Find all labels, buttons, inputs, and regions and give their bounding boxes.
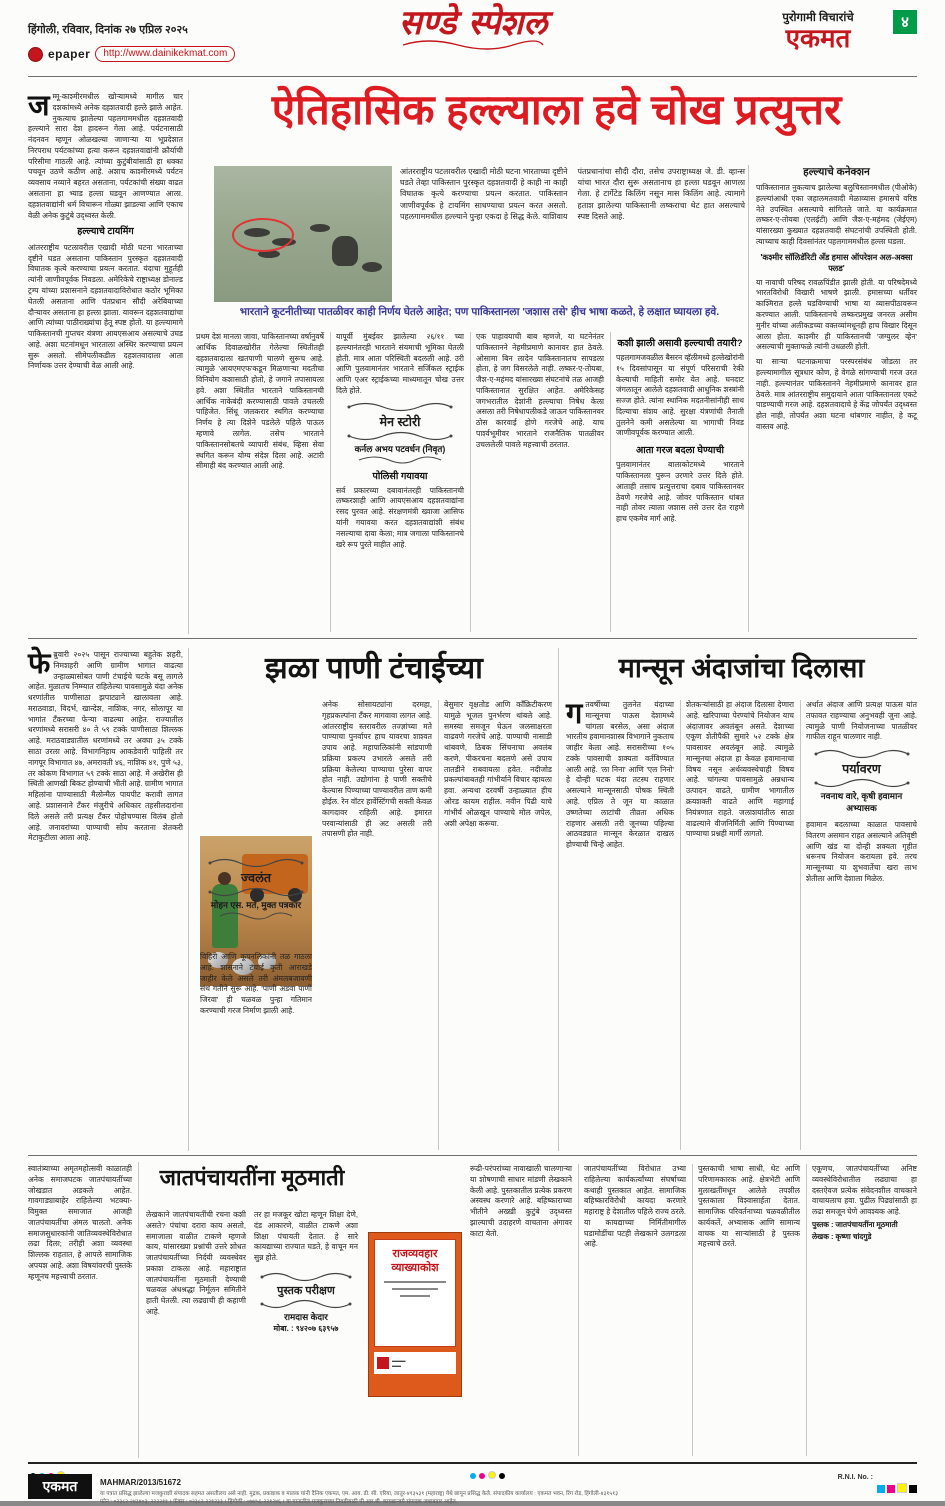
sidebar-para1: पाकिस्तानात नुकत्याच झालेल्या बलुचिस्तानमधील (पीओके) हल्ल्यांआधी एका जहालमतवादी मेळाव्यास हमासचे वरिष्ठ नेते उपस्थित असल्याचे सांगितले जाते. या कार्यक्रमात लष्कर-ए-तोयबा (एलईटी) आणि जैश-ए-महंमद (जेईएम) यांसारख्या कुख्यात दहशतवादी संघटनांची उपस्थिती होती. त्याच्याच काही दिवसांनंतर पहलगाममधील हल्ला घडला.: [756, 183, 917, 246]
column-rule: [188, 648, 189, 1151]
column-rule: [578, 1164, 579, 1456]
book-r4: [812, 1164, 917, 1456]
book-r4-text: एकूणच, जातपंचायतींच्या अनिष्ट व्यवस्थेविरोधातील लढ्याचा हा दस्तऐवज प्रत्येक संवेदनशील वाचकाने वाचायलाच हवा. पुढील पिढ्यांसाठी हा लढा समजून घेणे आवश्यक आहे.: [812, 1164, 917, 1217]
sidebar-para3: या साऱ्या घटनाक्रमाचा परस्परसंबंध जोडला तर हल्ल्यामागील सूत्रधार कोण, हे वेगळे सांगण्याची गरज उरत नाही. हल्ल्यानंतर पाकिस्तानने नेहमीप्रमाणे कानावर हात ठेवले. मात्र आंतरराष्ट्रीय समुदायाने आता पाकिस्तानला एकटे पाडण्याची गरज आहे. दहशतवादाचे हे केंद्र जोपर्यंत उद्ध्वस्त होत नाही, तोपर्यंत अशा घटना थांबणार नाहीत, हे कटू वास्तव आहे.: [756, 357, 917, 431]
lead-headline: ऐतिहासिक हल्ल्याला हवे चोख प्रत्युत्तर: [271, 86, 842, 133]
book-col1: लेखकाने जातपंचायतींची रचना कशी असते? पंचांचा दरारा काय असतो, समाजाला वाळीत टाकणे म्हणजे काय, यांसारख्या प्रश्नांची उत्तरे शोधत जातपंचायतींच्या निर्दयी व्यवस्थेवर प्रकाश टाकला आहे. महाराष्ट्रात जातपंचायतींना मूठमाती देण्याची चळवळ अंधश्रद्धा निर्मूलन समितीने हाती घेतली. त्या लढ्याची ही कहाणी आहे.: [146, 1210, 246, 1317]
book-reviewer-phone: मोबा. : ९४२०७ ६३९५७: [273, 1323, 339, 1333]
epaper-row: [28, 46, 235, 62]
police-subhead: पोलिसी गयावया: [372, 470, 428, 482]
connection-sidebar: [756, 165, 917, 632]
cmyk-bars: [875, 1480, 917, 1498]
column-rule: [188, 90, 189, 634]
masthead-rule: [28, 76, 917, 77]
sidebar-title: हल्ल्याचे कनेक्शन: [803, 166, 870, 178]
imprint-block: [100, 1472, 800, 1506]
water-kicker: ज्वलंत: [241, 871, 271, 885]
lead-colD: [616, 332, 744, 632]
book-left-column: स्वातंत्र्याच्या अमृतमहोत्सवी काळातही अनेक समाजघटक जातपंचायतींच्या जोखडात अडकले आहेत. गावगाड्याबाहेर राहिलेल्या भटक्या-विमुक्त समाजात आजही जातपंचायतींचा अंमल चालतो. अनेक समाजसुधारकांनी जातिव्यवस्थेविरोधात लढा दिला; तरीही अशा व्यवस्था शिल्लक राहतात, हे आपले सामाजिक अपयश आहे. अशा विषयांवरची पुस्तके म्हणूनच महत्त्वाची ठरतात.: [28, 1164, 132, 1281]
water-byline: मोहन एस. मते, मुक्त पत्रकार: [210, 900, 302, 910]
monsoon-col1-text: तवर्षीच्या तुलनेत यंदाच्या मान्सूनचा पाऊस देशामध्ये चांगला बरसेल, असा अंदाज भारतीय हवामानशास्त्र विभागाने नुकताच जाहीर केला आहे. सरासरीच्या १०५ टक्के पावसाची शक्यता वर्तविण्यात आली आहे. 'ला निना' आणि 'एल निनो' हे दोन्ही घटक यंदा तटस्थ राहणार असल्याने मान्सूनसाठी पोषक स्थिती आहे. एप्रिल ते जून या काळात उष्णतेच्या लाटांची तीव्रता अधिक राहणार असली तरी जूनच्या पहिल्या आठवड्यात मान्सून केरळात दाखल होण्याची चिन्हे आहेत.: [566, 700, 674, 850]
monsoon-col2: शेतकऱ्यांसाठी हा अंदाज दिलासा देणारा आहे. खरिपाच्या पेरण्यांचे नियोजन याच अंदाजावर अवलंबून असते. देशाच्या एकूण शेतीपैकी सुमारे ५२ टक्के क्षेत्र पावसावर अवलंबून आहे. त्यामुळे मान्सूनचा अंदाज हा केवळ हवामानाचा विषय नसून अर्थव्यवस्थेचाही विषय आहे. चांगल्या पावसामुळे अन्नधान्य उत्पादन वाढते, ग्रामीण भागातील क्रयशक्ती वाढते आणि महागाई नियंत्रणात राहते. जलाशयांतील साठा वाढल्याने वीजनिर्मिती आणि पिण्याच्या पाण्याचा प्रश्नही मार्गी लागतो.: [686, 700, 794, 839]
book-cover-title-2: व्याख्याकोश: [391, 1261, 439, 1274]
flourish-icon: [206, 887, 306, 897]
water-left-text: ब्रुवारी २०२५ पासून राज्याच्या बहुतेक शहरी, निमशहरी आणि ग्रामीण भागात वाढत्या उन्हाळ्यासोबत पाणी टंचाईचे चटके बसू लागले आहेत. मुळातच निम्म्यात राहिलेल्या पावसामुळे यंदा अनेक धरणांतील पाणीसाठा झपाट्याने खालावला आहे. मराठवाडा, विदर्भ, खान्देश, नाशिक, नगर, सोलापूर या भागांत टँकरच्या फेऱ्या वाढल्या आहेत. राज्यातील धरणांमध्ये सरासरी ४० ते ५९ टक्के पाणीसाठा शिल्लक आहे. मराठवाड्यातील धरणांमध्ये तर अवघा ३५ टक्के साठा उरला आहे. विभागनिहाय आकडेवारी पाहिली तर नागपूर विभागात ४७, अमरावती ४६, नाशिक ४१, पुणे ५३, तर कोकण विभागात ५९ टक्के साठा आहे. मे अखेरीस ही स्थिती आणखी बिकट होण्याची भीती आहे. ग्रामीण भागात महिलांना पाण्यासाठी मैलोन्मैल पायपीट करावी लागत आहे. प्रशासनाने टँकर मंजुरीचे अधिकार तहसीलदारांना दिले असले तरी प्रत्यक्ष टँकर पोहोचण्यास विलंब होतो आहे. जनावरांच्या पाण्याची सोय करताना शेतकरी मेटाकुटीला आला आहे.: [28, 650, 183, 843]
lead-kicker: मेन स्टोरी: [379, 414, 421, 429]
lead-colD-top: पहलगामजवळील बैसरन व्हॅलीमध्ये हल्लेखोरांनी १५ दिवसांपासून या संपूर्ण परिसराची रेकी केल्याची माहिती समोर येत आहे. घनदाट जंगलातून आलेले दहशतवादी आधुनिक शस्त्रांनी सज्ज होते. त्यांना स्थानिक मदतनीसांनीही साथ दिल्याचा संशय आहे. सुरक्षा यंत्रणांची तैनाती तुलनेने कमी असलेल्या या भागाची निवड जाणीवपूर्वक करण्यात आली.: [616, 353, 744, 438]
book-cover: [368, 1232, 462, 1397]
brand-tagline: पुरोगामी विचारांचे: [782, 12, 854, 24]
page-number-box: ४: [893, 10, 917, 34]
attack-scene-photo: [214, 166, 392, 302]
footer-rule: [28, 1462, 917, 1464]
book-col2-text: तर हा मजकूर खोटा म्हणून शिक्षा देणे, दंड आकारणे, वाळीत टाकणे अशा शिक्षा पंचायती देतात. हे सारे कायद्याच्या राज्यात घडते, हे वाचून मन सुन्न होते.: [254, 1210, 358, 1263]
section-divider: [28, 638, 917, 639]
monsoon-headline: मान्सून अंदाजांचा दिलासा: [618, 653, 865, 683]
lead-left-para1: म्मू-काश्मीरमधील खोऱ्यामध्ये मागील चार दशकांमध्ये अनेक दहशतवादी हल्ले झाले आहेत. नुकत्याच झालेल्या पहलगाममधील दहशतवादी हल्ल्याने सारा देश हादरून गेला आहे. पर्यटनासाठी नंदनवन म्हणून ओळखल्या जाणाऱ्या या भूप्रदेशात निरपराध पर्यटकांच्या हत्या करून दहशतवाद्यांनी क्रौर्याची परिसीमा गाठली आहे. त्यांच्या कुटुंबीयांसाठी हा धक्का पचवून उठणे कठीण आहे. अशाच काश्मीरमध्ये पर्यटन व्यवसाय नव्याने बहरत असताना, पर्यटकांची संख्या वाढत असताना हा भ्याड हल्ला घडवून आणण्यात आला. दहशतवाद्यांनी धर्म विचारून गोळ्या झाडल्या आणि एकाच वेळी अनेक कुटुंबे उद्ध्वस्त केली.: [28, 92, 183, 220]
book-headline: जातपंचायतींना मूठमाती: [159, 1165, 345, 1190]
monsoon-byline: नवनाथ वारे, कृषी हवामान अभ्यासक: [820, 791, 903, 814]
footer-brand-box: एकमत: [28, 1474, 92, 1499]
publisher-logo-icon: [377, 1357, 389, 1369]
water-dropcap: फे: [28, 648, 51, 680]
column-rule: [438, 700, 439, 1150]
revenge-subhead: आता गरज बदला घेण्याची: [636, 445, 724, 457]
lead-colB-bottom: सर्व प्रकारच्या दबावानंतरही पाकिस्तानची लष्करशाही आणि आयएसआय दहशतवाद्यांना रसद पुरवत आहे. संरक्षणमंत्री ख्वाजा आसिफ यांनी गयावया करत दहशतवाद्यांशी संबंध नसल्याचा दावा केला; मात्र जगाला पाकिस्तानचे खरे रूप पुरते माहीत आहे.: [336, 485, 464, 549]
lead-byline: कर्नल अभय पटवर्धन (निवृत): [354, 443, 446, 454]
lead-left-para2: आंतरराष्ट्रीय पटलावरील एखादी मोठी घटना भारताच्या दृष्टीने घडत असताना पाकिस्तान पुरस्कृत दहशतवादी विघातक कृत्ये करण्याचा प्रयत्न करतात. यंदाचा मुहूर्तही त्यांनी जाणीवपूर्वक निवडला. अमेरिकेचे राष्ट्राध्यक्ष डोनाल्ड ट्रम्प यांच्या प्रशासनाने दहशतवादाविरोधात कठोर भूमिका घेतली असताना आणि पंतप्रधान सौदी अरेबियाच्या दौऱ्यावर असताना हा हल्ला झाला. यावरून दहशतवाद्यांचा आणि त्यांच्या पाठीराख्यांचा हेतू स्पष्ट होतो. या हल्ल्यामागे पाकिस्तानची गुप्तचर यंत्रणा आयएसआय असल्याचे उघड आहे. अशा घटनांमधून भारताला अस्थिर करण्याचा प्रयत्न सुरू असतो. सीमेपलीकडील दहशतवादाला आता निर्णायक उत्तर देण्याची वेळ आली आहे.: [28, 242, 183, 371]
book-byline: रामदास केदार: [284, 1311, 328, 1322]
imprint-line2: फोन : ०२३८२-२४३४०३, २२२२११ । फॅक्स : ०२३८२-२२१२३३ । हिंगोली : ०७४५६-२२१२४६ । या पानातील मजकुराच्या निवडीसाठी पी.आर.बी. कायद्यान्वये संपादक जबाबदार आहेत.: [100, 1499, 458, 1506]
ekmat-logo-icon: [28, 47, 43, 62]
column-rule: [610, 332, 611, 632]
publisher-lines: ▬▬▬ ▬▬: [392, 1357, 406, 1368]
pustak-parikshan-ornament: [254, 1272, 358, 1334]
column-rule: [680, 700, 681, 1150]
lead-colD-bottom: पुलवामानंतर बालाकोटमध्ये भारताने पाकिस्तानला पुरून उरणारे उत्तर दिले होते. आताही तसाच प्रत्युत्तराचा दबाव पाकिस्तानवर ठेवणे गरजेचे आहे. जोवर पाकिस्तान थांबत नाही तोवर त्याला जशास तसे उत्तर देत राहणे हाच एकमेव मार्ग आहे.: [616, 460, 744, 524]
monsoon-dropcap: ग: [566, 698, 583, 730]
main-story-ornament: [336, 402, 464, 464]
book-r2: जातपंचायतींच्या विरोधात उभ्या राहिलेल्या कार्यकर्त्यांच्या संघर्षाच्या कथाही पुस्तकात आहेत. सामाजिक बहिष्कारविरोधी कायदा करणारे महाराष्ट्र हे देशातील पहिले राज्य ठरले. या कायद्याच्या निर्मितीमागील घडामोडींचा पटही लेखकाने उलगडला आहे.: [584, 1164, 686, 1249]
monsoon-col3-bottom: हवामान बदलाच्या काळात पावसाचे वितरण असमान राहत असल्याने अतिवृष्टी आणि खंड या दोन्ही शक्यता गृहीत धरूनच नियोजन करायला हवे. तरच मान्सूनच्या या शुभवार्तेचा खरा लाभ शेतीला आणि देशाला मिळेल.: [806, 820, 917, 884]
timing-subhead: हल्ल्याचे टायमिंग: [77, 226, 134, 238]
flourish-icon: [206, 858, 306, 868]
book-r1: रूढी-परंपरांच्या नावाखाली चालणाऱ्या या शोषणाची साधार मांडणी लेखकाने केली आहे. पुस्तकातील प्रत्येक प्रकरण अस्वस्थ करणारे आहे. बहिष्काराच्या भीतीने अख्खी कुटुंबे उद्ध्वस्त झाल्याची उदाहरणे वाचताना अंगावर काटा येतो.: [470, 1164, 572, 1238]
book-r3: पुस्तकाची भाषा साधी, थेट आणि परिणामकारक आहे. क्षेत्रभेटी आणि मुलाखतींमधून आलेले तपशील पुस्तकाला विश्वासार्हता देतात. सामाजिक परिवर्तनाच्या चळवळीतील कार्यकर्ते, अभ्यासक आणि सामान्य वाचक या साऱ्यांसाठी हे पुस्तक महत्त्वाचे ठरते.: [698, 1164, 800, 1249]
paryavaran-ornament: [806, 749, 917, 814]
book-cover-title-1: राजव्यवहार: [392, 1248, 438, 1260]
column-rule: [470, 332, 471, 632]
flourish-icon: [355, 456, 445, 464]
sidebar-para2: या नावाची परिषद रावळपिंडीत झाली होती. या परिषदेमध्ये भारतविरोधी विखारी भाषणे झाली. हमासच्या धर्तीवर काश्मिरात हल्ले घडविण्याची भाषा या व्यासपीठावरून करण्यात आली. पाकिस्तानचे लष्करप्रमुख जनरल असीम मुनीर यांच्या अलीकडच्या वक्तव्यांमधूनही हाच विखार दिसून आला होता. काश्मीर ही पाकिस्तानची 'जग्युलर व्हेन' असल्याची मुक्ताफळे त्यांनी उधळली होती.: [756, 277, 917, 352]
column-rule: [330, 332, 331, 632]
lead-intro: आंतरराष्ट्रीय पटलावरील एखादी मोठी घटना भारताच्या दृष्टीने घडते तेव्हा पाकिस्तान पुरस्कृत दहशतवादी हे काही ना काही विघातक कृत्ये करण्याचा प्रयत्न करतात. पाकिस्तान जाणीवपूर्वक हे टायमिंग साधण्याचा प्रयत्न करत असतो. पहलगाममधील हल्ल्याने पुन्हा एकदा हे सिद्ध केले. याशिवाय पंतप्रधानांचा सौदी दौरा, तसेच उपराष्ट्राध्यक्ष जे. डी. व्हान्स यांचा भारत दौरा सुरू असतानाच हा हल्ला घडवून आणला गेला. हे टार्गेटेड किलिंग नसून मास किलिंग आहे. त्यामागे हताश झालेल्या पाकिस्तानी लष्कराचा थेट हात असल्याचे स्पष्ट दिसते आहे.: [400, 167, 745, 221]
sidebar-subhead: 'कश्मीर सॉलिडॅरिटी अँड हमास ऑपरेशन अल-अक्सा फ्लड': [760, 252, 913, 273]
column-rule: [800, 700, 801, 1150]
brand-name: एकमत: [785, 23, 851, 53]
monsoon-col1: [566, 700, 674, 1150]
lead-dropcap: ज: [28, 90, 50, 122]
book-info-author: लेखक : कृष्णा चांदगुडे: [812, 1231, 872, 1241]
flourish-icon: [812, 778, 912, 788]
flourish-icon: [345, 431, 455, 441]
epaper-label: epaper: [48, 47, 91, 61]
book-cover-publisher-strip: [374, 1352, 456, 1374]
book-col2: [254, 1210, 358, 1458]
prep-subhead: कशी झाली असावी हल्ल्याची तयारी?: [617, 338, 743, 349]
imprint-line1: या पत्रात प्रसिद्ध झालेल्या मजकुराशी संपादक सहमत असतीलच असे नाही. मुद्रक, प्रकाशक व मालक यांनी दैनिक एकमत, एम. आय. डी. सी. एरिया, लातूर-४१३५३१ (महाराष्ट्र) येथे छापून प्रसिद्ध केले. संपादकीय कार्यालय : एकमत भवन, रिंग रोड, हिंगोली-४३१५१३: [100, 1491, 619, 1497]
flourish-icon: [216, 912, 296, 920]
masthead-brand: [753, 10, 883, 51]
monsoon-col3: [806, 700, 917, 1150]
registration-number: MAHMAR/2013/51672: [100, 1478, 181, 1487]
sunday-special-label: सण्डे स्पेशल: [398, 3, 548, 43]
book-info-title: पुस्तक : जातपंचायतींना मूठमाती: [812, 1219, 898, 1229]
monsoon-col3-top: अर्थात अंदाज आणि प्रत्यक्ष पाऊस यांत तफावत राहण्याचा अनुभवही जुना आहे. त्यामुळे पाणी नियोजनाच्या पातळीवर गाफील राहून चालणार नाही.: [806, 700, 917, 742]
water-col2: अनेक सोसायट्यांना दरमहा, गृहप्रकल्पांना टँकर मागवावा लागत आहे. आंतरराष्ट्रीय स्तरावरील तज्ज्ञांच्या मते पाण्याचा पुनर्वापर हाच यावरचा शाश्वत उपाय आहे. महापालिकांनी सांडपाणी प्रक्रिया प्रकल्प उभारले असले तरी प्रक्रिया केलेल्या पाण्याचा पुरेसा वापर होत नाही. उद्योगांना हे पाणी सक्तीचे केल्यास पिण्याच्या पाण्यावरील ताण कमी होईल. रेन वॉटर हार्वेस्टिंगची सक्ती केवळ कागदावर राहिली आहे. इमारत परवान्यांसाठी ही अट असली तरी तपासणी होत नाही.: [322, 700, 432, 839]
epaper-url-link[interactable]: http://www.dainikekmat.com: [95, 46, 235, 62]
lead-left-column: [28, 92, 183, 634]
flourish-icon: [812, 749, 912, 759]
column-rule: [138, 1162, 139, 1458]
lead-colA: प्रथम देश मानला जावा, पाकिस्तानच्या वर्षानुवर्षे आर्थिक दिवाळखोरीत गेलेल्या स्थितीतही दहशतवादाला खतपाणी घालणे सुरूच आहे. त्यामुळे 'आयएमएफ'कडून मिळणाऱ्या मदतीचा विनियोग कशासाठी होतो, हे जगाने तपासायला हवे. अशा स्थितीत भारताने पाकिस्तानची आर्थिक नाकेबंदी करण्यासाठी पावले उचलली पाहिजेत. सिंधू जलकरार स्थगित करण्याचा निर्णय हे त्या दिशेने पडलेले पहिले पाऊल म्हणावे लागेल. तसेच भारताने पाकिस्तानसोबतचे व्यापारी संबंध, व्हिसा सेवा स्थगित करून योग्य संदेश दिला आहे. अटारी सीमाही बंद करण्यात आली आहे.: [196, 332, 324, 471]
lead-colB: [336, 332, 464, 632]
photo-highlight-circle: [232, 218, 294, 252]
lead-standfirst: भारताने कूटनीतीच्या पातळीवर काही निर्णय घेतले आहेत; पण पाकिस्तानला 'जशास तसे' हीच भाषा कळते, हे लक्षात घ्यायला हवे.: [239, 306, 720, 318]
lead-colB-top: यापूर्वी मुंबईवर झालेल्या २६/११ च्या हल्ल्यानंतरही भारताने संयमाची भूमिका घेतली होती. मात्र आता परिस्थिती बदलली आहे. उरी आणि पुलवामानंतर भारताने सर्जिकल स्ट्राईक आणि एअर स्ट्राईकच्या माध्यमातून चोख उत्तर दिले होते.: [336, 332, 464, 395]
column-rule: [558, 648, 559, 1151]
sidebar-rule: [748, 165, 749, 632]
date-line: हिंगोली, रविवार, दिनांक २७ एप्रिल २०२५: [28, 24, 188, 36]
flourish-icon: [345, 402, 455, 412]
rni-label: R.N.I. No. :: [837, 1474, 873, 1481]
water-col1: विहिरी आणि कूपनलिकांनी तळ गाठला आहे. शासनाने टंचाई कृती आराखडे जाहीर केले असले तरी अंमलबजावणी संथ गतीने सुरू आहे. 'पाणी अडवा पाणी जिरवा' ही चळवळ पुन्हा गतिमान करण्याची गरज निर्माण झाली आहे.: [200, 952, 312, 1015]
column-rule: [806, 1164, 807, 1456]
water-left-column: [28, 650, 183, 1150]
water-col3: बेसुमार वृक्षतोड आणि काँक्रिटीकरण यामुळे भूजल पुनर्भरण थांबले आहे. समस्या समजून घेऊन जलसाक्षरता वाढवणे गरजेचे आहे. पाण्याची नासाडी थांबवणे, ठिबक सिंचनाचा अवलंब करणे, पीकरचना बदलणे असे उपाय तातडीने राबवायला हवेत. नदीजोड प्रकल्पांबाबतही गांभीर्याने विचार व्हायला हवा. अन्यथा दरवर्षी उन्हाळ्यात हीच ओरड कायम राहील. नवीन पिढी याचे गांभीर्य ओळखून पाण्याचे मोल जपेल, अशी अपेक्षा करूया.: [444, 700, 552, 828]
book-kicker: पुस्तक परीक्षण: [277, 1284, 335, 1297]
monsoon-kicker: पर्यावरण: [842, 762, 881, 777]
jwalant-ornament: [200, 858, 312, 920]
section-divider: [28, 1155, 917, 1156]
flourish-icon: [258, 1299, 354, 1309]
column-rule: [692, 1164, 693, 1456]
water-headline: झळा पाणी टंचाईच्या: [265, 652, 483, 685]
sunday-special-banner: [318, 3, 628, 50]
lead-colC: एक पाहावयाची बाब म्हणजे, या घटनेनंतर पाकिस्तानने नेहमीप्रमाणे कानावर हात ठेवले. ओसामा बिन लादेन पाकिस्तानातच सापडला होता, हे जग विसरलेले नाही. लष्कर-ए-तोयबा, जैश-ए-महंमद यांसारख्या संघटनांचे तळ आजही पाकिस्तानात सुरक्षित आहेत. अमेरिकेसह जगभरातील देशांनी हल्ल्याचा निषेध केला असला तरी निषेधापलीकडे जाऊन पाकिस्तानवर ठोस कारवाई होणे गरजेचे आहे. याच पार्श्वभूमीवर भारताने राजनैतिक पातळीवर उचललेली पावले महत्त्वाची ठरतात.: [476, 332, 604, 449]
flourish-icon: [258, 1272, 354, 1282]
